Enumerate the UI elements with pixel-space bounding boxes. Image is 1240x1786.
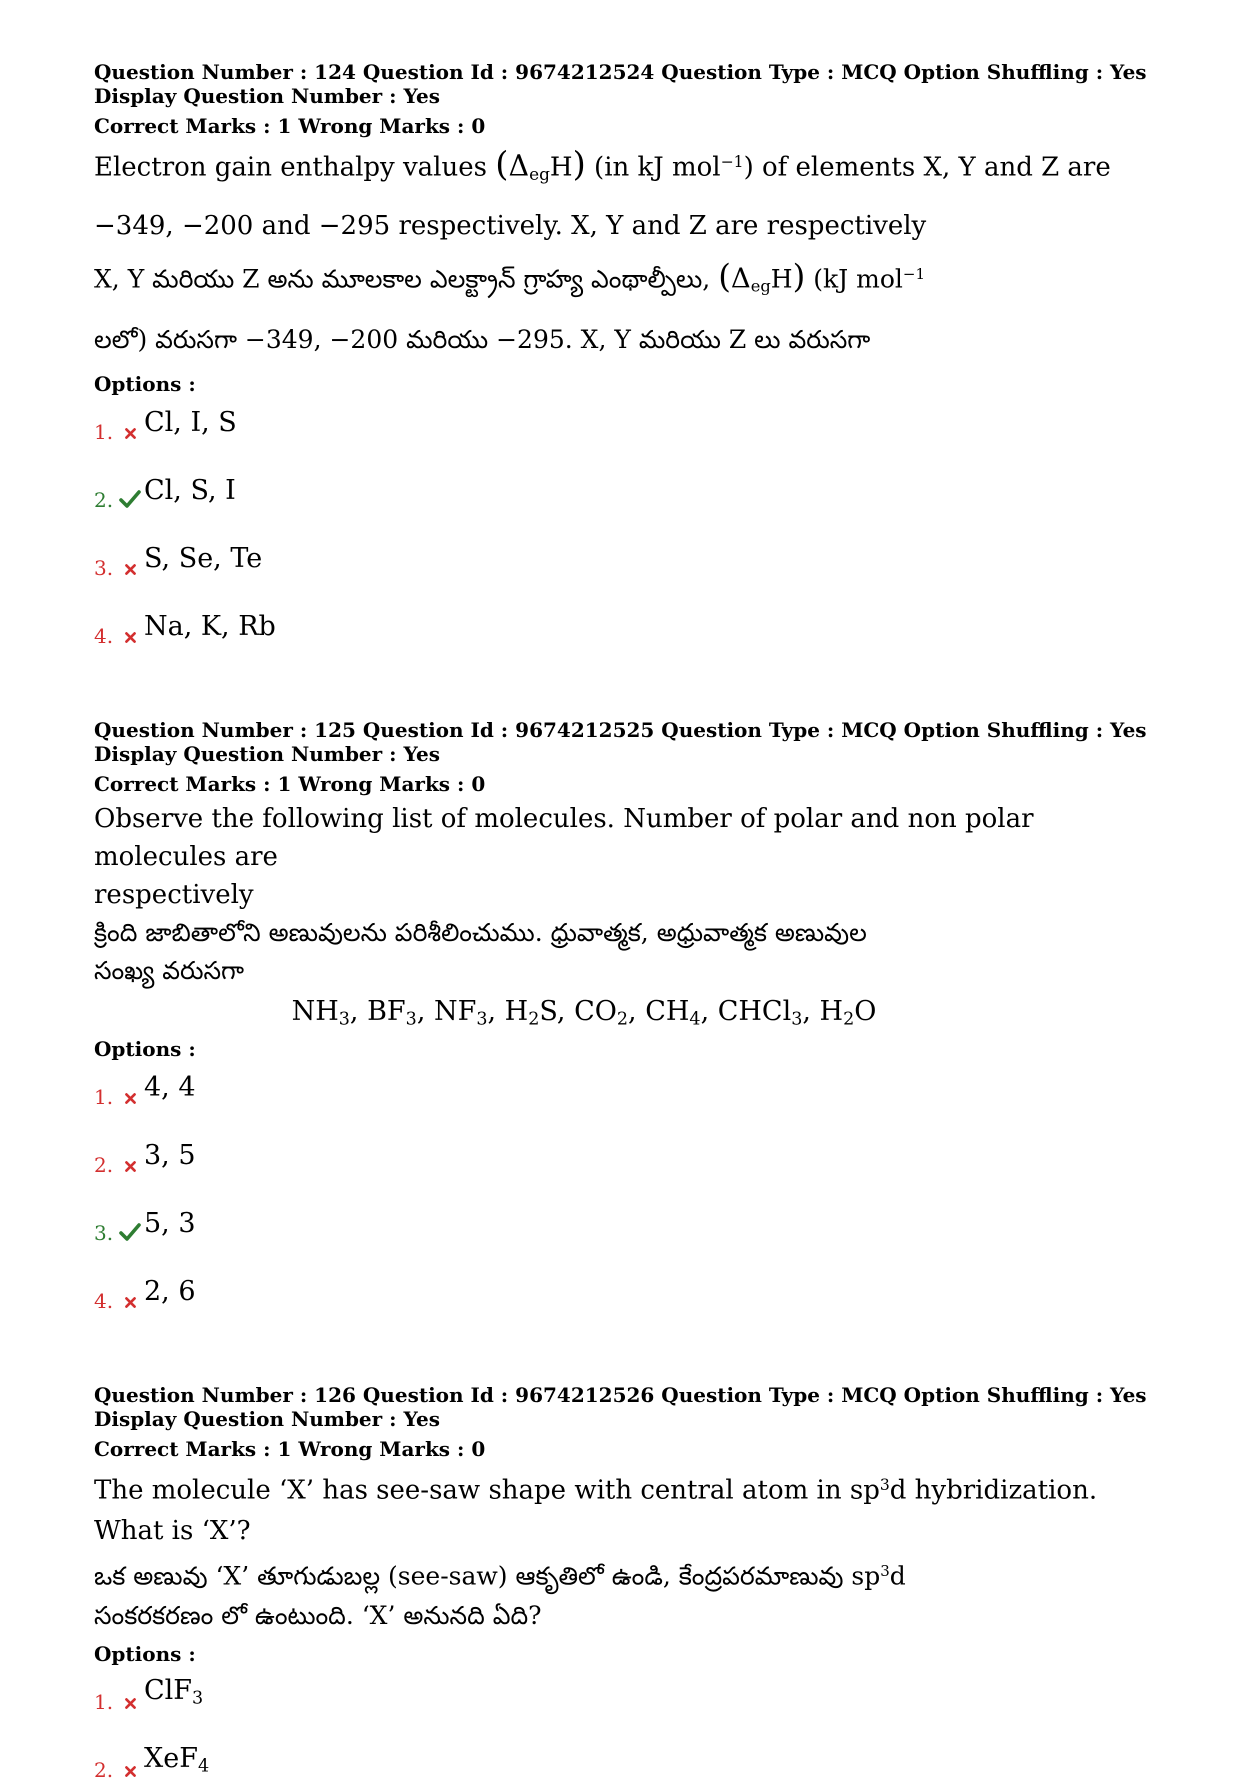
option-2: 2. 3, 5 xyxy=(94,1140,196,1178)
cross-icon xyxy=(116,427,144,440)
cross-icon xyxy=(116,563,144,576)
question-text xyxy=(94,800,1154,990)
option-4: 4. 2, 6 xyxy=(94,1276,196,1314)
option-4: 4. Na, K, Rb xyxy=(94,611,276,649)
question-126 xyxy=(94,1383,1154,1786)
question-paper-page xyxy=(94,60,1154,1786)
cross-icon xyxy=(116,1092,144,1105)
options-label: Options : xyxy=(94,1037,196,1062)
cross-icon xyxy=(116,631,144,644)
question-text xyxy=(94,142,1154,360)
question-text-te-line-1: క్రింది జాబితాలోని అణువులను పరిశీలించుము. ధ్రువాత్మక, అధ్రువాత్మక అణువుల xyxy=(94,918,867,948)
question-text-en-line-2: respectively xyxy=(94,880,254,911)
option-1: 1. 4, 4 xyxy=(94,1072,196,1110)
options-list xyxy=(94,1650,1154,1786)
question-marks: Correct Marks : 1 Wrong Marks : 0 xyxy=(94,772,486,797)
question-text-te-line-2: సంకరకరణం లో ఉంటుంది. ‘X’ అనునది ఏది? xyxy=(94,1601,542,1631)
question-meta: Question Number : 124 Question Id : 9674212524 Question Type : MCQ Option Shuffling : Yes Display Question Number : Yes xyxy=(94,60,1147,108)
question-meta: Question Number : 126 Question Id : 9674212526 Question Type : MCQ Option Shuffling : Yes Display Question Number : Yes xyxy=(94,1383,1147,1432)
option-2: 2. XeF$_4$ xyxy=(94,1742,210,1783)
question-marks: Correct Marks : 1 Wrong Marks : 0 xyxy=(94,114,486,138)
question-125 xyxy=(94,718,1154,1317)
cross-icon xyxy=(116,1296,144,1309)
option-1: 1. ClF$_3$ xyxy=(94,1674,204,1715)
question-text-en-line-1: Observe the following list of molecules. Number of polar and non polar molecules are xyxy=(94,804,1034,873)
question-meta: Question Number : 125 Question Id : 9674212525 Question Type : MCQ Option Shuffling : Yes Display Question Number : Yes xyxy=(94,718,1147,767)
question-text-te-line-2: లలో) వరుసగా −349, −200 మరియు −295. X, Y మరియు Z లు వరుసగా xyxy=(94,325,871,355)
check-icon xyxy=(116,1223,144,1241)
question-text-en-line-1: Electron gain enthalpy values $(\Delta_{eg}H)$ (in kJ mol$^{-1}$) of elements X, Y and Z are xyxy=(94,144,1111,184)
molecule-list: $NH_3$, $BF_3$, $NF_3$, $H_2S$, $CO_2$, $CH_4$, CHCl$_3$, $H_2O$ xyxy=(291,996,877,1030)
options-label: Options : xyxy=(94,372,196,397)
check-icon xyxy=(116,490,144,508)
question-marks: Correct Marks : 1 Wrong Marks : 0 xyxy=(94,1437,486,1462)
option-2: 2. Cl, S, I xyxy=(94,475,236,513)
options-list xyxy=(94,380,1154,652)
cross-icon xyxy=(116,1765,144,1778)
question-text-te-line-1: X, Y మరియు Z అను మూలకాల ఎలక్ట్రాన్ గ్రాహ్య ఎంథాల్పీలు, $(\Delta_{eg}H)$ (kJ mol$^{-1}$ xyxy=(94,257,925,296)
question-text-te-line-2: సంఖ్య వరుసగా xyxy=(94,956,245,986)
options-label: Options : xyxy=(94,1642,196,1667)
option-3: 3. S, Se, Te xyxy=(94,543,263,581)
question-text-en-line-1: The molecule ‘X’ has see-saw shape with central atom in $sp^3d$ hybridization. What is ‘X’? xyxy=(94,1476,1098,1547)
question-text xyxy=(94,1465,1154,1636)
cross-icon xyxy=(116,1697,144,1710)
options-list xyxy=(94,1045,1154,1317)
question-text-en-line-2: −349, −200 and −295 respectively. X, Y and Z are respectively xyxy=(94,210,927,241)
cross-icon xyxy=(116,1160,144,1173)
question-text-te-line-1: ఒక అణువు ‘X’ తూగుడుబల్ల (see-saw) ఆకృతిలో ఉండి, కేంద్రపరమాణువు $sp^3d$ xyxy=(94,1561,906,1591)
option-1: 1. Cl, I, S xyxy=(94,407,237,445)
option-3: 3. 5, 3 xyxy=(94,1208,196,1246)
question-124 xyxy=(94,60,1154,652)
